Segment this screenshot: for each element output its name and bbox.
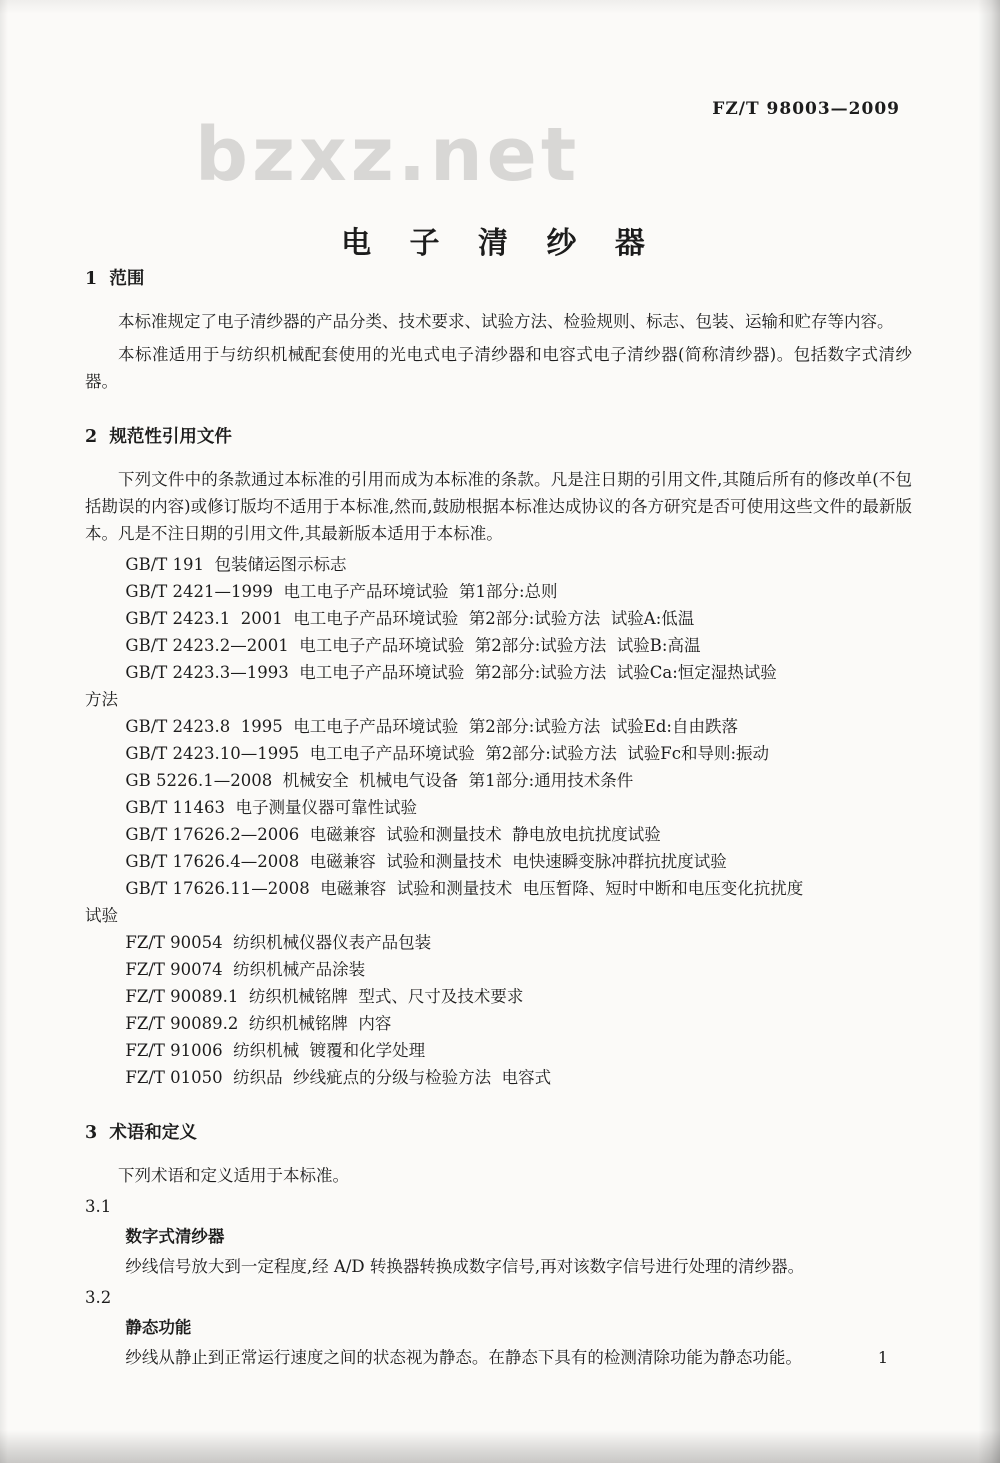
- reference-item: GB/T 2423.2—2001 电工电子产品环境试验 第2部分:试验方法 试验B:高温: [125, 636, 701, 655]
- reference-item: GB/T 17626.11—2008 电磁兼容 试验和测量技术 电压暂降、短时中断和电压变化抗扰度: [125, 879, 804, 898]
- reference-item: GB/T 191 包装储运图示标志: [125, 555, 347, 574]
- term-name: 静态功能: [125, 1318, 192, 1337]
- clause-number: 3.1: [85, 1197, 112, 1216]
- term-definition: 纱线信号放大到一定程度,经 A/D 转换器转换成数字信号,再对该数字信号进行处理的清纱器。: [125, 1257, 805, 1276]
- document-title: 电 子 清 纱 器: [341, 226, 659, 262]
- reference-item: GB/T 2423.10—1995 电工电子产品环境试验 第2部分:试验方法 试验Fc和导则:振动: [125, 744, 770, 763]
- reference-item: GB/T 2423.3—1993 电工电子产品环境试验 第2部分:试验方法 试验Ca:恒定湿热试验: [125, 663, 777, 682]
- section-heading-terms: 3 术语和定义: [85, 1123, 197, 1143]
- reference-item: FZ/T 90089.1 纺织机械铭牌 型式、尺寸及技术要求: [125, 987, 524, 1006]
- reference-item: FZ/T 90089.2 纺织机械铭牌 内容: [125, 1014, 392, 1033]
- reference-item: GB/T 2423.1 2001 电工电子产品环境试验 第2部分:试验方法 试验A:低温: [125, 609, 695, 628]
- reference-item: FZ/T 90054 纺织机械仪器仪表产品包装: [125, 933, 432, 952]
- terms-intro: 下列术语和定义适用于本标准。: [118, 1166, 349, 1185]
- reference-item: GB/T 17626.2—2006 电磁兼容 试验和测量技术 静电放电抗扰度试验: [125, 825, 661, 844]
- scope-paragraph: 本标准适用于与纺织机械配套使用的光电式电子清纱器和电容式电子清纱器(简称清纱器)。包括数字式清纱器。: [85, 345, 912, 391]
- section-heading-references: 2 规范性引用文件: [85, 427, 232, 447]
- term-entry: [85, 1193, 912, 1280]
- section-heading-scope: 1 范围: [85, 269, 145, 289]
- page-number: 1: [877, 1348, 888, 1367]
- reference-item: GB/T 17626.4—2008 电磁兼容 试验和测量技术 电快速瞬变脉冲群抗扰度试验: [125, 852, 727, 871]
- term-definition: 纱线从静止到正常运行速度之间的状态视为静态。在静态下具有的检测清除功能为静态功能。: [125, 1348, 802, 1367]
- section-terms-definitions: [85, 1120, 912, 1371]
- document-body: [85, 266, 912, 1371]
- reference-item: FZ/T 01050 纺织品 纱线疵点的分级与检验方法 电容式: [125, 1068, 552, 1087]
- references-list: [85, 551, 912, 1091]
- clause-number: 3.2: [85, 1288, 112, 1307]
- reference-item: FZ/T 91006 纺织机械 镀覆和化学处理: [125, 1041, 426, 1060]
- reference-item: GB 5226.1—2008 机械安全 机械电气设备 第1部分:通用技术条件: [125, 771, 634, 790]
- section-normative-references: [85, 424, 912, 1091]
- reference-item: FZ/T 90074 纺织机械产品涂装: [125, 960, 366, 979]
- reference-item: GB/T 11463 电子测量仪器可靠性试验: [125, 798, 418, 817]
- term-name: 数字式清纱器: [125, 1227, 225, 1246]
- references-intro: 下列文件中的条款通过本标准的引用而成为本标准的条款。凡是注日期的引用文件,其随后所有的修改单(不包括勘误的内容)或修订版均不适用于本标准,然而,鼓励根据本标准达成协议的各方研究是否可使用这些文件的最新版本。凡是不注日期的引用文件,其最新版本适用于本标准。: [85, 470, 912, 543]
- section-scope: [85, 266, 912, 395]
- scope-paragraph: 本标准规定了电子清纱器的产品分类、技术要求、试验方法、检验规则、标志、包装、运输和贮存等内容。: [118, 312, 894, 331]
- standard-number: FZ/T 98003—2009: [712, 99, 900, 119]
- reference-item: GB/T 2421—1999 电工电子产品环境试验 第1部分:总则: [125, 582, 558, 601]
- watermark-text: bzxz.net: [195, 112, 581, 198]
- reference-item: GB/T 2423.8 1995 电工电子产品环境试验 第2部分:试验方法 试验Ed:自由跌落: [125, 717, 738, 736]
- term-entry: [85, 1284, 912, 1371]
- reference-item-continuation: 试验: [85, 906, 118, 925]
- reference-item-continuation: 方法: [85, 690, 118, 709]
